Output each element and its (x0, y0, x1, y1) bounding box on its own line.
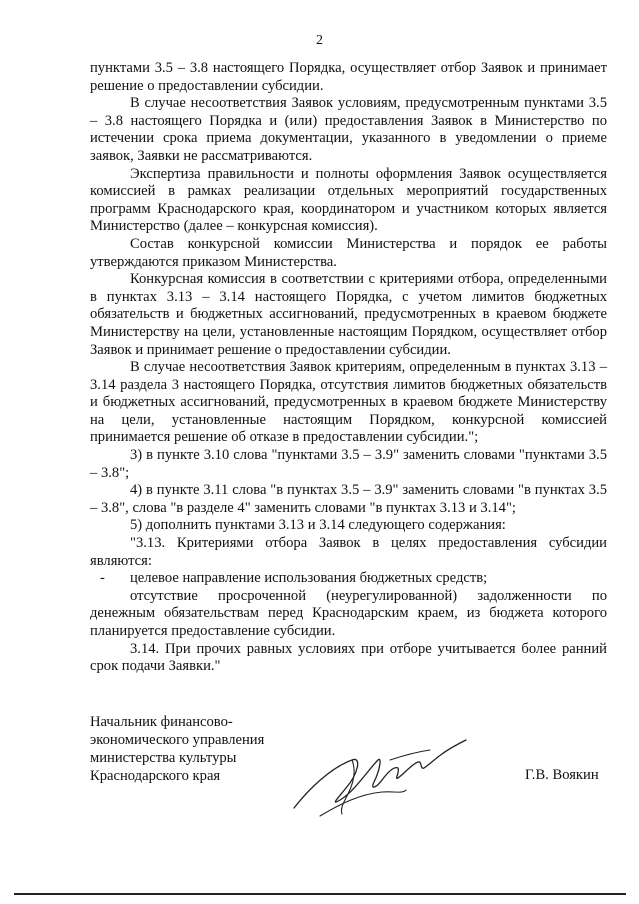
document-body (90, 60, 607, 676)
bullet-marker: - (100, 570, 105, 587)
paragraph: отсутствие просроченной (неурегулированной) задолженности по денежным обязательствам перед Краснодарским краем, из бюджета которого планируется предоставление субсидии. (90, 587, 607, 639)
paragraph: Экспертиза правильности и полноты оформления Заявок осуществляется комиссией в рамках реализации отдельных мероприятий государственных программ Краснодарского края, координатором и участником которых является Министерство (далее – конкурсная комиссия). (90, 165, 607, 235)
paragraph: 3.14. При прочих равных условиях при отборе учитывается более ранний срок подачи Заявки." (90, 640, 607, 675)
paragraph: Состав конкурсной комиссии Министерства и порядок ее работы утверждаются приказом Министерства. (90, 235, 607, 270)
paragraph: Конкурсная комиссия в соответствии с критериями отбора, определенными в пунктах 3.13 – 3.14 настоящего Порядка, с учетом лимитов бюджетных обязательств и бюджетных ассигнований, предусмотренных в краевом бюджете Министерству на цели, установленные настоящим Порядком, осуществляет отбор Заявок и принимает решение о предоставлении субсидии. (90, 271, 607, 358)
signatory-position-line: экономического управления (90, 732, 265, 748)
bullet-item-text: целевое направление использования бюджетных средств; (130, 570, 488, 587)
footer-divider (14, 893, 626, 895)
paragraph: 5) дополнить пунктами 3.13 и 3.14 следующего содержания: (130, 517, 506, 534)
signatory-name: Г.В. Воякин (525, 767, 599, 783)
paragraph: 4) в пункте 3.11 слова "в пунктах 3.5 – 3.9" заменить словами "в пунктах 3.5 – 3.8", слова "в разделе 4" заменить словами "в пунктах 3.13 и 3.14"; (90, 482, 607, 516)
signatory-position (90, 713, 320, 785)
handwritten-signature (290, 730, 470, 820)
signatory-position-line: Начальник финансово- (90, 714, 233, 730)
signatory-position-line: Краснодарского края (90, 768, 221, 784)
paragraph: В случае несоответствия Заявок условиям, предусмотренным пунктами 3.5 – 3.8 настоящего Порядка и (или) предоставления Заявок в Министерство по истечении срока приема документации, указанного в уведомлении о приеме заявок, Заявки не рассматриваются. (90, 95, 607, 164)
signatory-position-line: министерства культуры (90, 750, 237, 766)
bullet-item (90, 570, 607, 588)
paragraph: пунктами 3.5 – 3.8 настоящего Порядка, осуществляет отбор Заявок и принимает решение о предоставлении субсидии. (90, 60, 607, 94)
paragraph: В случае несоответствия Заявок критериям, определенным в пунктах 3.13 – 3.14 раздела 3 настоящего Порядка, отсутствия лимитов бюджетных обязательств и бюджетных ассигнований, предусмотренных в краевом бюджете Министерству на цели, установленные настоящим Порядком, конкурсной комиссией принимается решение об отказе в предоставлении субсидии."; (90, 359, 607, 446)
paragraph: 3) в пункте 3.10 слова "пунктами 3.5 – 3.9" заменить словами "пунктами 3.5 – 3.8"; (90, 447, 607, 481)
page-number: 2 (316, 33, 323, 48)
paragraph: "3.13. Критериями отбора Заявок в целях предоставления субсидии являются: (90, 535, 607, 569)
